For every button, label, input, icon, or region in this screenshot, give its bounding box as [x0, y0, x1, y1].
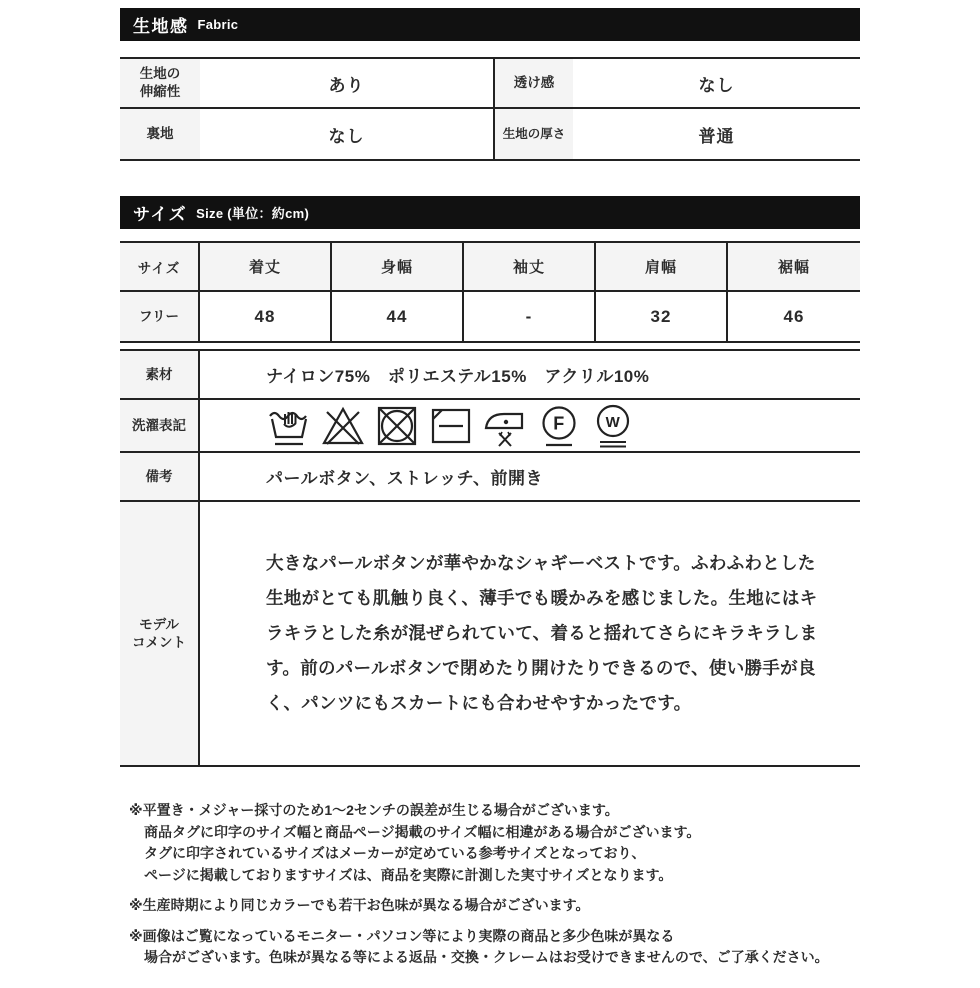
footnote-monitor-color [129, 926, 860, 969]
size-section-header [120, 196, 860, 229]
fabric-table [120, 57, 860, 161]
spec-table [120, 349, 860, 767]
fabric-section-title: 生地感 [133, 17, 189, 36]
size-col-header-width: 身幅 [332, 243, 464, 292]
fabric-section-header [120, 8, 860, 41]
note-line: ※画像はご覧になっているモニター・パソコン等により実際の商品と多少色味が異なる [129, 927, 675, 944]
product-spec-page [0, 8, 980, 988]
size-value-width: 44 [332, 292, 464, 341]
fabric-section-subtitle: Fabric [197, 17, 239, 32]
size-col-header-length: 着丈 [200, 243, 332, 292]
hand-wash-icon [266, 403, 312, 449]
thickness-value: 普通 [698, 126, 735, 146]
do-not-tumble-dry-icon [374, 403, 420, 449]
size-row-label: フリー [120, 292, 200, 341]
lining-label: 裏地 [120, 109, 200, 159]
size-value-hem: 46 [783, 306, 805, 326]
note-line: ※生産時期により同じカラーでも若干お色味が異なる場合がございます。 [129, 897, 590, 913]
size-col-header-shoulder: 肩幅 [596, 243, 728, 292]
note-line: 商品タグに印字のサイズ幅と商品ページ掲載のサイズ幅に相違がある場合がございます。 [144, 823, 701, 840]
model-comment-label: モデル コメント [120, 502, 200, 765]
stretch-label: 生地の 伸縮性 [120, 59, 200, 109]
svg-text:W: W [605, 413, 621, 431]
model-comment-text: 大きなパールボタンが華やかなシャギーベストです。ふわふわとした生地がとても肌触り良く、薄手でも暖かみを感じました。生地にはキラキラとした糸が混ぜられていて、着ると揺れてさらにキラキラします。前のパールボタンで閉めたり開けたりできるので、使い勝手が良く、パンツにもスカートにも合わせやすかったです。 [266, 553, 818, 713]
dry-clean-f-icon [536, 403, 582, 449]
iron-low-no-steam-icon [482, 402, 528, 450]
wet-clean-w-icon [590, 402, 636, 450]
material-label: 素材 [120, 351, 200, 400]
size-value-shoulder: 32 [596, 292, 728, 341]
do-not-bleach-icon [320, 403, 366, 449]
notes-label: 備考 [120, 453, 200, 502]
note-line: 場合がございます。色味が異なる等による返品・交換・クレームはお受けできませんので、ご了承ください。 [144, 949, 829, 965]
stretch-value: あり [200, 59, 495, 109]
notes-value: パールボタン、ストレッチ、前開き [200, 453, 860, 502]
dry-flat-in-shade-icon [428, 403, 474, 449]
lining-value: なし [200, 109, 495, 159]
sheer-label: 透け感 [495, 59, 573, 109]
footnote-production-color [129, 895, 860, 917]
size-section-title: サイズ [133, 205, 188, 224]
size-col-header-hem: 裾幅 [728, 243, 860, 292]
size-col-header-size: サイズ [120, 243, 200, 292]
note-line: ページに掲載しておりますサイズは、商品を実際に計測した実寸サイズとなります。 [144, 866, 673, 883]
note-line: タグに印字されているサイズはメーカーが定めている参考サイズとなっており、 [144, 845, 646, 861]
svg-text:F: F [553, 413, 565, 433]
content [120, 8, 860, 969]
sheer-value: なし [573, 59, 860, 109]
size-section-subtitle: Size (単位：約cm) [196, 206, 310, 221]
thickness-label: 生地の厚さ [495, 109, 573, 159]
footnotes [129, 800, 860, 969]
note-line: ※平置き・メジャー採寸のため1～2センチの誤差が生じる場合がございます。 [129, 802, 619, 818]
care-symbols [200, 400, 860, 453]
size-value-sleeve: - [464, 292, 596, 341]
size-value-length: 48 [200, 292, 332, 341]
size-table [120, 241, 860, 343]
size-col-header-sleeve: 袖丈 [464, 243, 596, 292]
footnote-measurement [129, 800, 860, 886]
care-label: 洗濯表記 [120, 400, 200, 453]
material-value: ナイロン75% ポリエステル15% アクリル10% [200, 351, 860, 400]
